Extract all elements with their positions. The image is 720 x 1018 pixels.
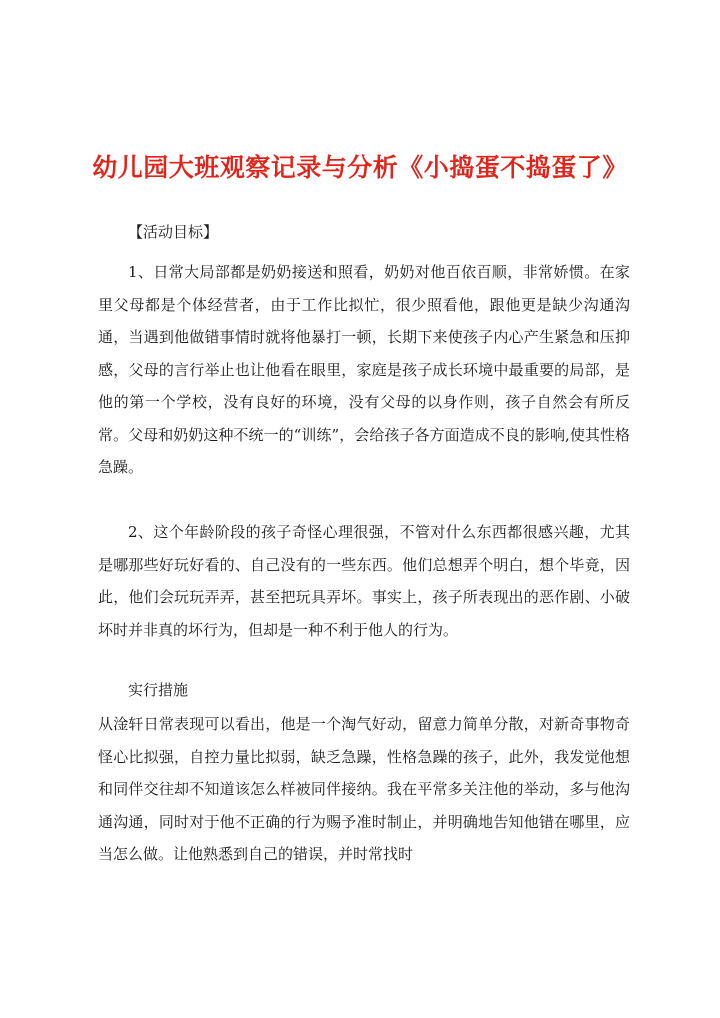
paragraph-2: 2、这个年龄阶段的孩子奇怪心理很强，不管对什么东西都很感兴趣，尤其是哪那些好玩好看的、自己没有的一些东西。他们总想弄个明白，想个毕竟，因此，他们会玩玩弄弄，甚至把玩具弄坏。事实上，孩子所表现出的恶作剧、小破坏时并非真的坏行为，但却是一种不利于他人的行为。 — [98, 523, 630, 639]
measures-heading: 实行措施 — [128, 681, 189, 699]
goal-heading: 【活动目标】 — [128, 223, 219, 241]
document-title: 幼儿园大班观察记录与分析《小捣蛋不捣蛋了》 — [92, 153, 628, 182]
paragraph-1: 1、日常大局部都是奶奶接送和照看，奶奶对他百依百顺，非常娇惯。在家里父母都是个体经营者，由于工作比拟忙，很少照看他，跟他更是缺少沟通沟通，当遇到他做错事情时就将他暴打一顿，长期下来使孩子内心产生紧急和压抑感，父母的言行举止也让他看在眼里，家庭是孩子成长环境中最重要的局部，是他的第一个学校，没有良好的环境，没有父母的以身作则，孩子自然会有所反常。父母和奶奶这种不统一的“训练”，会给孩子各方面造成不良的影响,使其性格急躁。 — [98, 263, 630, 476]
measures-paragraph: 从淦轩日常表现可以看出，他是一个淘气好动，留意力简单分散，对新奇事物奇怪心比拟强，自控力量比拟弱，缺乏急躁，性格急躁的孩子，此外，我发觉他想和同伴交往却不知道该怎么样被同伴接纳。我在平常多关注他的举动，多与他沟通沟通，同时对于他不正确的行为赐予准时制止，并明确地告知他错在哪里，应当怎么做。让他熟悉到自己的错误，并时常找时 — [98, 715, 630, 863]
